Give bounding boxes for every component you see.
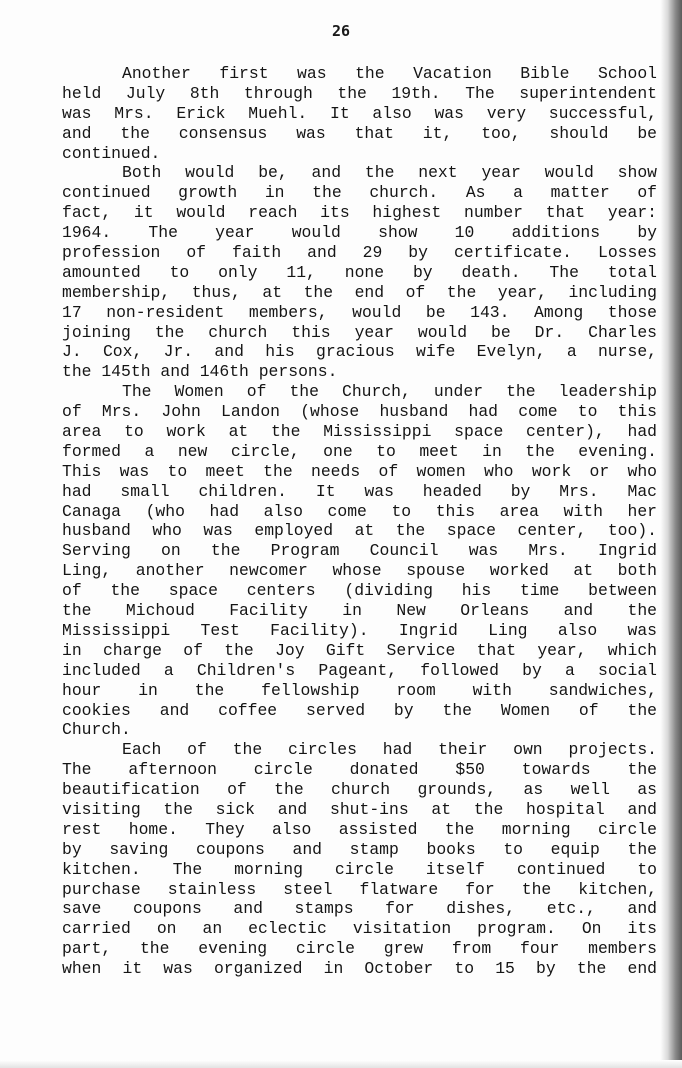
text-line: The afternoon circle donated $50 towards the — [62, 760, 657, 780]
text-line: Both would be, and the next year would show — [122, 163, 657, 183]
text-line: included a Children's Pageant, followed by a social — [62, 660, 657, 680]
text-line: The Women of the Church, under the leadership — [122, 382, 657, 402]
text-line: when it was organized in October to 15 by the end — [62, 959, 657, 979]
page-edge-shadow — [660, 0, 682, 1068]
text-line: had small children. It was headed by Mrs. Mac — [62, 481, 657, 501]
text-line: part, the evening circle grew from four members — [62, 939, 657, 959]
text-line: Mississippi Test Facility). Ingrid Ling also was — [62, 620, 657, 640]
text-line: Serving on the Program Council was Mrs. Ingrid — [62, 541, 657, 561]
text-line: kitchen. The morning circle itself continued to — [62, 859, 657, 879]
text-line: Canaga (who had also come to this area with her — [62, 501, 657, 521]
text-line: the Michoud Facility in New Orleans and the — [62, 601, 657, 621]
text-line: This was to meet the needs of women who work or who — [62, 461, 657, 481]
text-line: of Mrs. John Landon (whose husband had come to this — [62, 402, 657, 422]
text-line: purchase stainless steel flatware for the kitchen, — [62, 879, 657, 899]
body-text — [62, 64, 657, 979]
text-line: of the space centers (dividing his time between — [62, 581, 657, 601]
text-line: by saving coupons and stamp books to equip the — [62, 839, 657, 859]
text-line: husband who was employed at the space center, too). — [62, 521, 657, 541]
text-line: held July 8th through the 19th. The superintendent — [62, 83, 657, 103]
text-line: Ling, another newcomer whose spouse worked at both — [62, 561, 657, 581]
text-line: J. Cox, Jr. and his gracious wife Evelyn, a nurse, — [62, 342, 657, 362]
text-line: in charge of the Joy Gift Service that year, which — [62, 640, 657, 660]
text-line: the 145th and 146th persons. — [62, 362, 338, 382]
text-line: joining the church this year would be Dr. Charles — [62, 322, 657, 342]
text-line: membership, thus, at the end of the year, including — [62, 282, 657, 302]
text-line: Church. — [62, 720, 131, 740]
text-line: cookies and coffee served by the Women of the — [62, 700, 657, 720]
text-line: carried on an eclectic visitation program. On its — [62, 919, 657, 939]
text-line: Each of the circles had their own projects. — [122, 740, 657, 760]
page-number: 26 — [331, 22, 351, 40]
paragraph — [62, 64, 657, 163]
text-line: area to work at the Mississippi space center), had — [62, 422, 657, 442]
text-line: hour in the fellowship room with sandwiches, — [62, 680, 657, 700]
text-line: rest home. They also assisted the morning circle — [62, 819, 657, 839]
paragraph — [62, 163, 657, 382]
text-line: 1964. The year would show 10 additions by — [62, 223, 657, 243]
text-line: formed a new circle, one to meet in the evening. — [62, 441, 657, 461]
text-line: visiting the sick and shut-ins at the hospital and — [62, 799, 657, 819]
text-line: continued growth in the church. As a matter of — [62, 183, 657, 203]
text-line: profession of faith and 29 by certificate. Losses — [62, 243, 657, 263]
paragraph — [62, 740, 657, 979]
page-bottom-shade — [0, 1060, 682, 1068]
text-line: continued. — [62, 143, 161, 163]
text-line: fact, it would reach its highest number that year: — [62, 203, 657, 223]
paragraph — [62, 382, 657, 740]
text-line: amounted to only 11, none by death. The total — [62, 262, 657, 282]
text-line: beautification of the church grounds, as well as — [62, 780, 657, 800]
text-line: Another first was the Vacation Bible School — [122, 64, 657, 83]
text-line: was Mrs. Erick Muehl. It also was very successful, — [62, 103, 657, 123]
text-line: and the consensus was that it, too, should be — [62, 123, 657, 143]
text-line: 17 non-resident members, would be 143. Among those — [62, 302, 657, 322]
text-line: save coupons and stamps for dishes, etc., and — [62, 899, 657, 919]
